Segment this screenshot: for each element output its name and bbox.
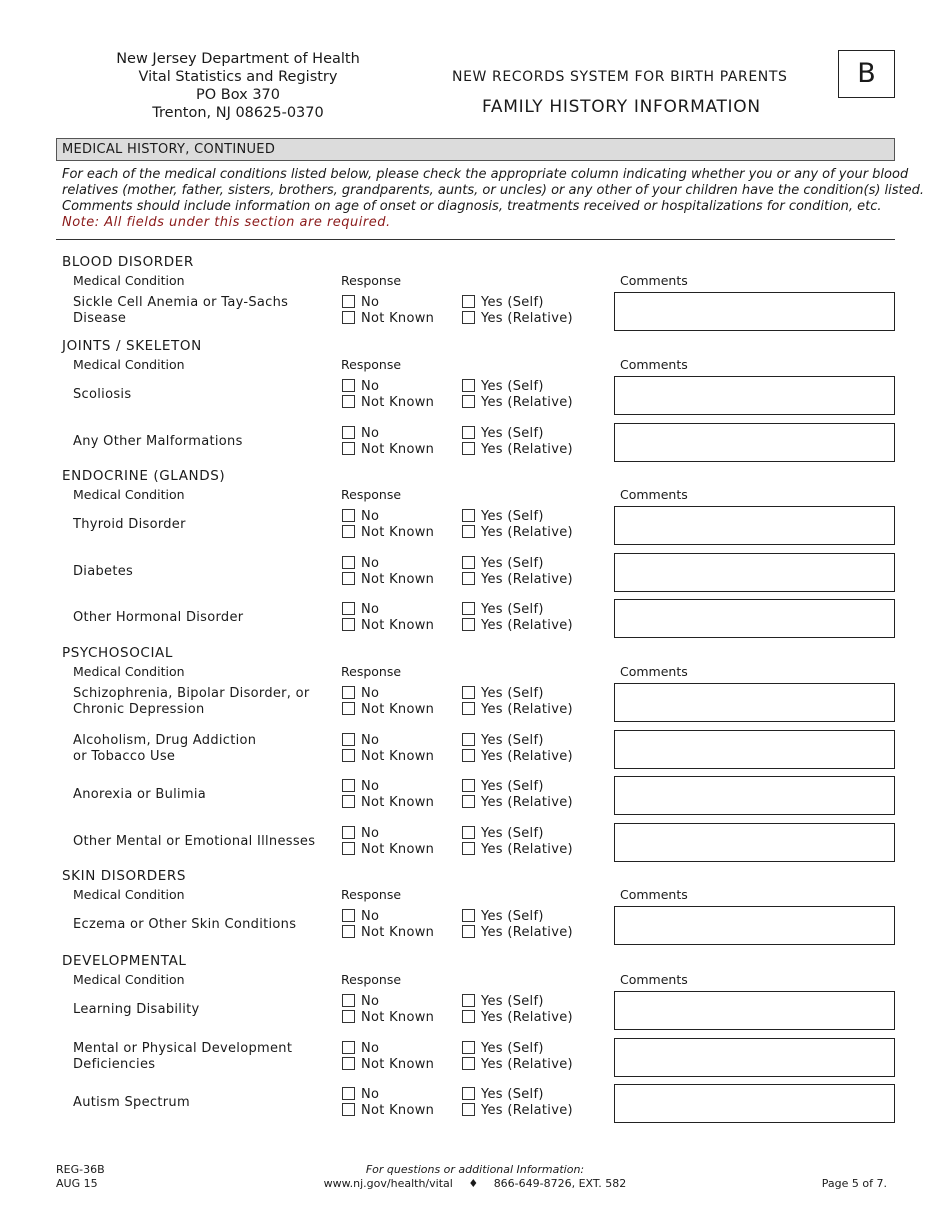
option-not-known-any-other-malformations[interactable] [342, 442, 434, 458]
checkbox-yes-self[interactable] [462, 426, 475, 439]
column-header-comments: Comments [620, 887, 688, 902]
checkbox-label: Yes (Relative) [481, 1057, 573, 1072]
checkbox-yes-self[interactable] [462, 1087, 475, 1100]
form-id [56, 1163, 105, 1191]
checkbox-label: Yes (Relative) [481, 525, 573, 540]
column-header-response: Response [341, 972, 402, 987]
option-yes-relative-alcoholism-drug-addiction-or-tobacco-use[interactable] [462, 749, 573, 765]
checkbox-not-known[interactable] [342, 1010, 355, 1023]
group-title-blood-disorder: BLOOD DISORDER [62, 254, 194, 270]
checkbox-label: Yes (Self) [481, 379, 544, 394]
agency-line: Trenton, NJ 08625-0370 [152, 105, 324, 121]
checkbox-no[interactable] [342, 602, 355, 615]
checkbox-no[interactable] [342, 994, 355, 1007]
option-yes-self-anorexia-or-bulimia[interactable] [462, 779, 544, 795]
column-header-response: Response [341, 887, 402, 902]
form-number: REG-36B [56, 1163, 105, 1176]
checkbox-label: No [361, 602, 380, 617]
checkbox-not-known[interactable] [342, 702, 355, 715]
condition-label-line: Mental or Physical Development [73, 1041, 293, 1056]
checkbox-no[interactable] [342, 1087, 355, 1100]
option-yes-self-other-hormonal-disorder[interactable] [462, 602, 544, 618]
checkbox-label: Not Known [361, 1103, 435, 1118]
instruction-line: Comments should include information on age of onset or diagnosis, treatments received or hospitalizations for condition, etc. [62, 199, 882, 214]
checkbox-label: Yes (Self) [481, 686, 544, 701]
form-date: AUG 15 [56, 1177, 98, 1190]
checkbox-not-known[interactable] [342, 842, 355, 855]
option-yes-relative-eczema-or-other-skin-conditions[interactable] [462, 925, 573, 941]
column-header-condition: Medical Condition [73, 664, 185, 679]
option-not-known-diabetes[interactable] [342, 572, 434, 588]
condition-label-line: Alcoholism, Drug Addiction [73, 733, 257, 748]
option-no-mental-or-physical-development-deficiencies[interactable] [342, 1041, 379, 1057]
comment-field-sickle-cell-anemia-or-tay-sachs-disease[interactable] [614, 292, 895, 331]
checkbox-label: Yes (Relative) [481, 395, 573, 410]
checkbox-label: Not Known [361, 311, 435, 326]
checkbox-yes-self[interactable] [462, 909, 475, 922]
checkbox-yes-relative[interactable] [462, 749, 475, 762]
checkbox-label: Yes (Relative) [481, 442, 573, 457]
checkbox-yes-self[interactable] [462, 826, 475, 839]
checkbox-yes-self[interactable] [462, 686, 475, 699]
column-header-condition: Medical Condition [73, 887, 185, 902]
checkbox-no[interactable] [342, 295, 355, 308]
condition-label-line: Sickle Cell Anemia or Tay-Sachs [73, 295, 289, 310]
checkbox-label: Yes (Self) [481, 826, 544, 841]
option-not-known-other-hormonal-disorder[interactable] [342, 618, 434, 634]
condition-label-line: Scoliosis [73, 387, 132, 402]
checkbox-yes-relative[interactable] [462, 442, 475, 455]
group-title-psychosocial: PSYCHOSOCIAL [62, 645, 173, 661]
checkbox-label: Yes (Relative) [481, 925, 573, 940]
option-yes-self-learning-disability[interactable] [462, 994, 544, 1010]
option-yes-self-diabetes[interactable] [462, 556, 544, 572]
column-header-response: Response [341, 273, 402, 288]
checkbox-label: No [361, 295, 380, 310]
checkbox-label: No [361, 686, 380, 701]
checkbox-label: Yes (Self) [481, 1087, 544, 1102]
group-title-joints-skeleton: JOINTS / SKELETON [62, 338, 202, 354]
system-name: NEW RECORDS SYSTEM FOR BIRTH PARENTS [452, 69, 788, 85]
column-header-response: Response [341, 664, 402, 679]
instructions [62, 167, 925, 231]
checkbox-label: Not Known [361, 1010, 435, 1025]
form-title: FAMILY HISTORY INFORMATION [482, 97, 761, 117]
agency-address [110, 50, 366, 122]
section-divider [56, 239, 895, 240]
condition-label-line: or Tobacco Use [73, 749, 176, 764]
option-not-known-alcoholism-drug-addiction-or-tobacco-use[interactable] [342, 749, 434, 765]
column-header-condition: Medical Condition [73, 357, 185, 372]
option-yes-relative-thyroid-disorder[interactable] [462, 525, 573, 541]
checkbox-yes-relative[interactable] [462, 702, 475, 715]
checkbox-no[interactable] [342, 686, 355, 699]
option-no-scoliosis[interactable] [342, 379, 379, 395]
checkbox-label: No [361, 733, 380, 748]
option-no-other-mental-or-emotional-illnesses[interactable] [342, 826, 379, 842]
option-not-known-eczema-or-other-skin-conditions[interactable] [342, 925, 434, 941]
checkbox-label: No [361, 1087, 380, 1102]
comment-field-diabetes[interactable] [614, 553, 895, 592]
option-no-anorexia-or-bulimia[interactable] [342, 779, 379, 795]
option-not-known-autism-spectrum[interactable] [342, 1103, 434, 1119]
checkbox-label: No [361, 994, 380, 1009]
checkbox-label: No [361, 779, 380, 794]
checkbox-no[interactable] [342, 909, 355, 922]
option-yes-relative-other-hormonal-disorder[interactable] [462, 618, 573, 634]
option-yes-relative-autism-spectrum[interactable] [462, 1103, 573, 1119]
option-yes-self-thyroid-disorder[interactable] [462, 509, 544, 525]
checkbox-yes-relative[interactable] [462, 1010, 475, 1023]
option-yes-relative-mental-or-physical-development-deficiencies[interactable] [462, 1057, 573, 1073]
option-no-thyroid-disorder[interactable] [342, 509, 379, 525]
checkbox-label: Not Known [361, 618, 435, 633]
checkbox-label: Not Known [361, 395, 435, 410]
checkbox-label: Yes (Relative) [481, 842, 573, 857]
section-title-bar: MEDICAL HISTORY, CONTINUED [56, 138, 895, 161]
checkbox-yes-self[interactable] [462, 509, 475, 522]
checkbox-no[interactable] [342, 426, 355, 439]
checkbox-not-known[interactable] [342, 618, 355, 631]
option-not-known-mental-or-physical-development-deficiencies[interactable] [342, 1057, 434, 1073]
condition-label-diabetes [73, 564, 333, 580]
checkbox-label: Yes (Relative) [481, 618, 573, 633]
checkbox-label: No [361, 379, 380, 394]
comment-field-learning-disability[interactable] [614, 991, 895, 1030]
checkbox-yes-self[interactable] [462, 779, 475, 792]
checkbox-no[interactable] [342, 556, 355, 569]
checkbox-label: Yes (Relative) [481, 749, 573, 764]
condition-label-line: Thyroid Disorder [73, 517, 186, 532]
comment-field-scoliosis[interactable] [614, 376, 895, 415]
option-not-known-anorexia-or-bulimia[interactable] [342, 795, 434, 811]
condition-label-anorexia-or-bulimia [73, 787, 333, 803]
condition-label-mental-or-physical-development-deficiencies [73, 1041, 333, 1073]
checkbox-label: No [361, 426, 380, 441]
agency-line: PO Box 370 [195, 87, 280, 103]
checkbox-yes-relative[interactable] [462, 618, 475, 631]
checkbox-yes-self[interactable] [462, 602, 475, 615]
column-header-comments: Comments [620, 664, 688, 679]
phone-number: 866-649-8726, EXT. 582 [493, 1177, 627, 1190]
condition-label-line: Autism Spectrum [73, 1095, 190, 1110]
option-yes-self-alcoholism-drug-addiction-or-tobacco-use[interactable] [462, 733, 544, 749]
checkbox-yes-relative[interactable] [462, 842, 475, 855]
checkbox-yes-relative[interactable] [462, 572, 475, 585]
checkbox-not-known[interactable] [342, 925, 355, 938]
option-not-known-other-mental-or-emotional-illnesses[interactable] [342, 842, 434, 858]
option-not-known-sickle-cell-anemia-or-tay-sachs-disease[interactable] [342, 311, 434, 327]
column-header-comments: Comments [620, 487, 688, 502]
checkbox-label: Yes (Relative) [481, 795, 573, 810]
checkbox-not-known[interactable] [342, 1103, 355, 1116]
checkbox-not-known[interactable] [342, 795, 355, 808]
form-letter-box: B [838, 50, 895, 98]
condition-label-scoliosis [73, 387, 333, 403]
checkbox-label: No [361, 909, 380, 924]
checkbox-not-known[interactable] [342, 1057, 355, 1070]
option-no-any-other-malformations[interactable] [342, 426, 379, 442]
option-yes-self-scoliosis[interactable] [462, 379, 544, 395]
checkbox-yes-self[interactable] [462, 379, 475, 392]
checkbox-not-known[interactable] [342, 525, 355, 538]
comment-field-mental-or-physical-development-deficiencies[interactable] [614, 1038, 895, 1077]
checkbox-label: Not Known [361, 795, 435, 810]
checkbox-label: Not Known [361, 572, 435, 587]
checkbox-no[interactable] [342, 379, 355, 392]
agency-line: Vital Statistics and Registry [138, 69, 338, 85]
checkbox-not-known[interactable] [342, 395, 355, 408]
comment-field-alcoholism-drug-addiction-or-tobacco-use[interactable] [614, 730, 895, 769]
option-not-known-thyroid-disorder[interactable] [342, 525, 434, 541]
condition-label-learning-disability [73, 1002, 333, 1018]
checkbox-yes-relative[interactable] [462, 311, 475, 324]
option-yes-relative-schizophrenia-bipolar-disorder-or-chronic-depression[interactable] [462, 702, 573, 718]
checkbox-label: Not Known [361, 1057, 435, 1072]
option-no-learning-disability[interactable] [342, 994, 379, 1010]
checkbox-no[interactable] [342, 509, 355, 522]
condition-label-alcoholism-drug-addiction-or-tobacco-use [73, 733, 333, 765]
option-no-sickle-cell-anemia-or-tay-sachs-disease[interactable] [342, 295, 379, 311]
checkbox-label: No [361, 1041, 380, 1056]
contact-info [300, 1163, 650, 1191]
checkbox-yes-relative[interactable] [462, 1057, 475, 1070]
checkbox-yes-self[interactable] [462, 994, 475, 1007]
condition-label-line: Schizophrenia, Bipolar Disorder, or [73, 686, 310, 701]
option-yes-self-sickle-cell-anemia-or-tay-sachs-disease[interactable] [462, 295, 544, 311]
condition-label-line: Deficiencies [73, 1057, 156, 1072]
comment-field-other-mental-or-emotional-illnesses[interactable] [614, 823, 895, 862]
checkbox-label: Not Known [361, 525, 435, 540]
condition-label-eczema-or-other-skin-conditions [73, 917, 333, 933]
checkbox-yes-relative[interactable] [462, 795, 475, 808]
checkbox-not-known[interactable] [342, 749, 355, 762]
comment-field-schizophrenia-bipolar-disorder-or-chronic-depression[interactable] [614, 683, 895, 722]
checkbox-yes-self[interactable] [462, 1041, 475, 1054]
checkbox-label: Yes (Self) [481, 909, 544, 924]
checkbox-label: Yes (Self) [481, 1041, 544, 1056]
option-yes-relative-other-mental-or-emotional-illnesses[interactable] [462, 842, 573, 858]
condition-label-other-hormonal-disorder [73, 610, 333, 626]
checkbox-yes-self[interactable] [462, 556, 475, 569]
checkbox-label: Yes (Self) [481, 556, 544, 571]
page-number: Page 5 of 7. [821, 1177, 887, 1190]
condition-label-other-mental-or-emotional-illnesses [73, 834, 333, 850]
separator-glyph: ♦ [468, 1177, 479, 1190]
comment-field-autism-spectrum[interactable] [614, 1084, 895, 1123]
option-no-schizophrenia-bipolar-disorder-or-chronic-depression[interactable] [342, 686, 379, 702]
comment-field-eczema-or-other-skin-conditions[interactable] [614, 906, 895, 945]
checkbox-label: Yes (Relative) [481, 1010, 573, 1025]
comment-field-anorexia-or-bulimia[interactable] [614, 776, 895, 815]
option-no-autism-spectrum[interactable] [342, 1087, 379, 1103]
group-title-endocrine-glands: ENDOCRINE (GLANDS) [62, 468, 226, 484]
option-yes-relative-learning-disability[interactable] [462, 1010, 573, 1026]
checkbox-label: Yes (Self) [481, 779, 544, 794]
condition-label-line: Diabetes [73, 564, 134, 579]
checkbox-yes-relative[interactable] [462, 525, 475, 538]
instruction-line: For each of the medical conditions listed below, please check the appropriate column indicating whether you or any of your blood [62, 167, 909, 182]
option-not-known-learning-disability[interactable] [342, 1010, 434, 1026]
condition-label-line: Disease [73, 311, 127, 326]
agency-line: New Jersey Department of Health [116, 51, 360, 67]
condition-label-line: Learning Disability [73, 1002, 200, 1017]
checkbox-label: Yes (Relative) [481, 311, 573, 326]
column-header-comments: Comments [620, 357, 688, 372]
option-not-known-scoliosis[interactable] [342, 395, 434, 411]
checkbox-yes-relative[interactable] [462, 925, 475, 938]
column-header-response: Response [341, 357, 402, 372]
condition-label-line: Other Hormonal Disorder [73, 610, 244, 625]
option-yes-self-eczema-or-other-skin-conditions[interactable] [462, 909, 544, 925]
option-yes-relative-any-other-malformations[interactable] [462, 442, 573, 458]
checkbox-label: Yes (Self) [481, 295, 544, 310]
column-header-condition: Medical Condition [73, 972, 185, 987]
checkbox-label: Yes (Self) [481, 602, 544, 617]
checkbox-yes-relative[interactable] [462, 395, 475, 408]
condition-label-line: Anorexia or Bulimia [73, 787, 207, 802]
option-yes-relative-anorexia-or-bulimia[interactable] [462, 795, 573, 811]
checkbox-no[interactable] [342, 826, 355, 839]
instruction-line: relatives (mother, father, sisters, brothers, grandparents, aunts, or uncles) or any other of your children have the condition(s) listed. [62, 183, 925, 198]
checkbox-label: Yes (Self) [481, 994, 544, 1009]
option-no-other-hormonal-disorder[interactable] [342, 602, 379, 618]
checkbox-label: Yes (Relative) [481, 1103, 573, 1118]
condition-label-thyroid-disorder [73, 517, 333, 533]
condition-label-line: Any Other Malformations [73, 434, 243, 449]
checkbox-no[interactable] [342, 733, 355, 746]
checkbox-label: No [361, 826, 380, 841]
option-yes-relative-diabetes[interactable] [462, 572, 573, 588]
column-header-condition: Medical Condition [73, 487, 185, 502]
checkbox-yes-self[interactable] [462, 733, 475, 746]
condition-label-line: Other Mental or Emotional Illnesses [73, 834, 316, 849]
option-yes-self-autism-spectrum[interactable] [462, 1087, 544, 1103]
option-yes-relative-scoliosis[interactable] [462, 395, 573, 411]
checkbox-not-known[interactable] [342, 572, 355, 585]
website-link[interactable]: www.nj.gov/health/vital [323, 1177, 453, 1190]
comment-field-other-hormonal-disorder[interactable] [614, 599, 895, 638]
option-not-known-schizophrenia-bipolar-disorder-or-chronic-depression[interactable] [342, 702, 434, 718]
checkbox-not-known[interactable] [342, 311, 355, 324]
option-yes-self-schizophrenia-bipolar-disorder-or-chronic-depression[interactable] [462, 686, 544, 702]
checkbox-label: Not Known [361, 442, 435, 457]
checkbox-label: Yes (Relative) [481, 572, 573, 587]
checkbox-label: Not Known [361, 842, 435, 857]
column-header-comments: Comments [620, 273, 688, 288]
required-note: Note: All fields under this section are required. [62, 215, 391, 230]
option-no-eczema-or-other-skin-conditions[interactable] [342, 909, 379, 925]
comment-field-any-other-malformations[interactable] [614, 423, 895, 462]
checkbox-yes-relative[interactable] [462, 1103, 475, 1116]
option-no-diabetes[interactable] [342, 556, 379, 572]
option-yes-self-any-other-malformations[interactable] [462, 426, 544, 442]
checkbox-label: Yes (Relative) [481, 702, 573, 717]
checkbox-label: Yes (Self) [481, 426, 544, 441]
checkbox-label: Not Known [361, 749, 435, 764]
condition-label-line: Chronic Depression [73, 702, 205, 717]
option-yes-self-mental-or-physical-development-deficiencies[interactable] [462, 1041, 544, 1057]
questions-label: For questions or additional Information: [365, 1163, 585, 1176]
checkbox-yes-self[interactable] [462, 295, 475, 308]
option-no-alcoholism-drug-addiction-or-tobacco-use[interactable] [342, 733, 379, 749]
group-title-skin-disorders: SKIN DISORDERS [62, 868, 187, 884]
column-header-response: Response [341, 487, 402, 502]
option-yes-self-other-mental-or-emotional-illnesses[interactable] [462, 826, 544, 842]
checkbox-label: Yes (Self) [481, 733, 544, 748]
condition-label-line: Eczema or Other Skin Conditions [73, 917, 297, 932]
group-title-developmental: DEVELOPMENTAL [62, 953, 187, 969]
column-header-condition: Medical Condition [73, 273, 185, 288]
checkbox-no[interactable] [342, 779, 355, 792]
condition-label-autism-spectrum [73, 1095, 333, 1111]
condition-label-any-other-malformations [73, 434, 333, 450]
checkbox-not-known[interactable] [342, 442, 355, 455]
checkbox-no[interactable] [342, 1041, 355, 1054]
comment-field-thyroid-disorder[interactable] [614, 506, 895, 545]
checkbox-label: Not Known [361, 925, 435, 940]
checkbox-label: No [361, 509, 380, 524]
checkbox-label: Yes (Self) [481, 509, 544, 524]
column-header-comments: Comments [620, 972, 688, 987]
condition-label-sickle-cell-anemia-or-tay-sachs-disease [73, 295, 333, 327]
checkbox-label: No [361, 556, 380, 571]
checkbox-label: Not Known [361, 702, 435, 717]
option-yes-relative-sickle-cell-anemia-or-tay-sachs-disease[interactable] [462, 311, 573, 327]
condition-label-schizophrenia-bipolar-disorder-or-chronic-depression [73, 686, 333, 718]
